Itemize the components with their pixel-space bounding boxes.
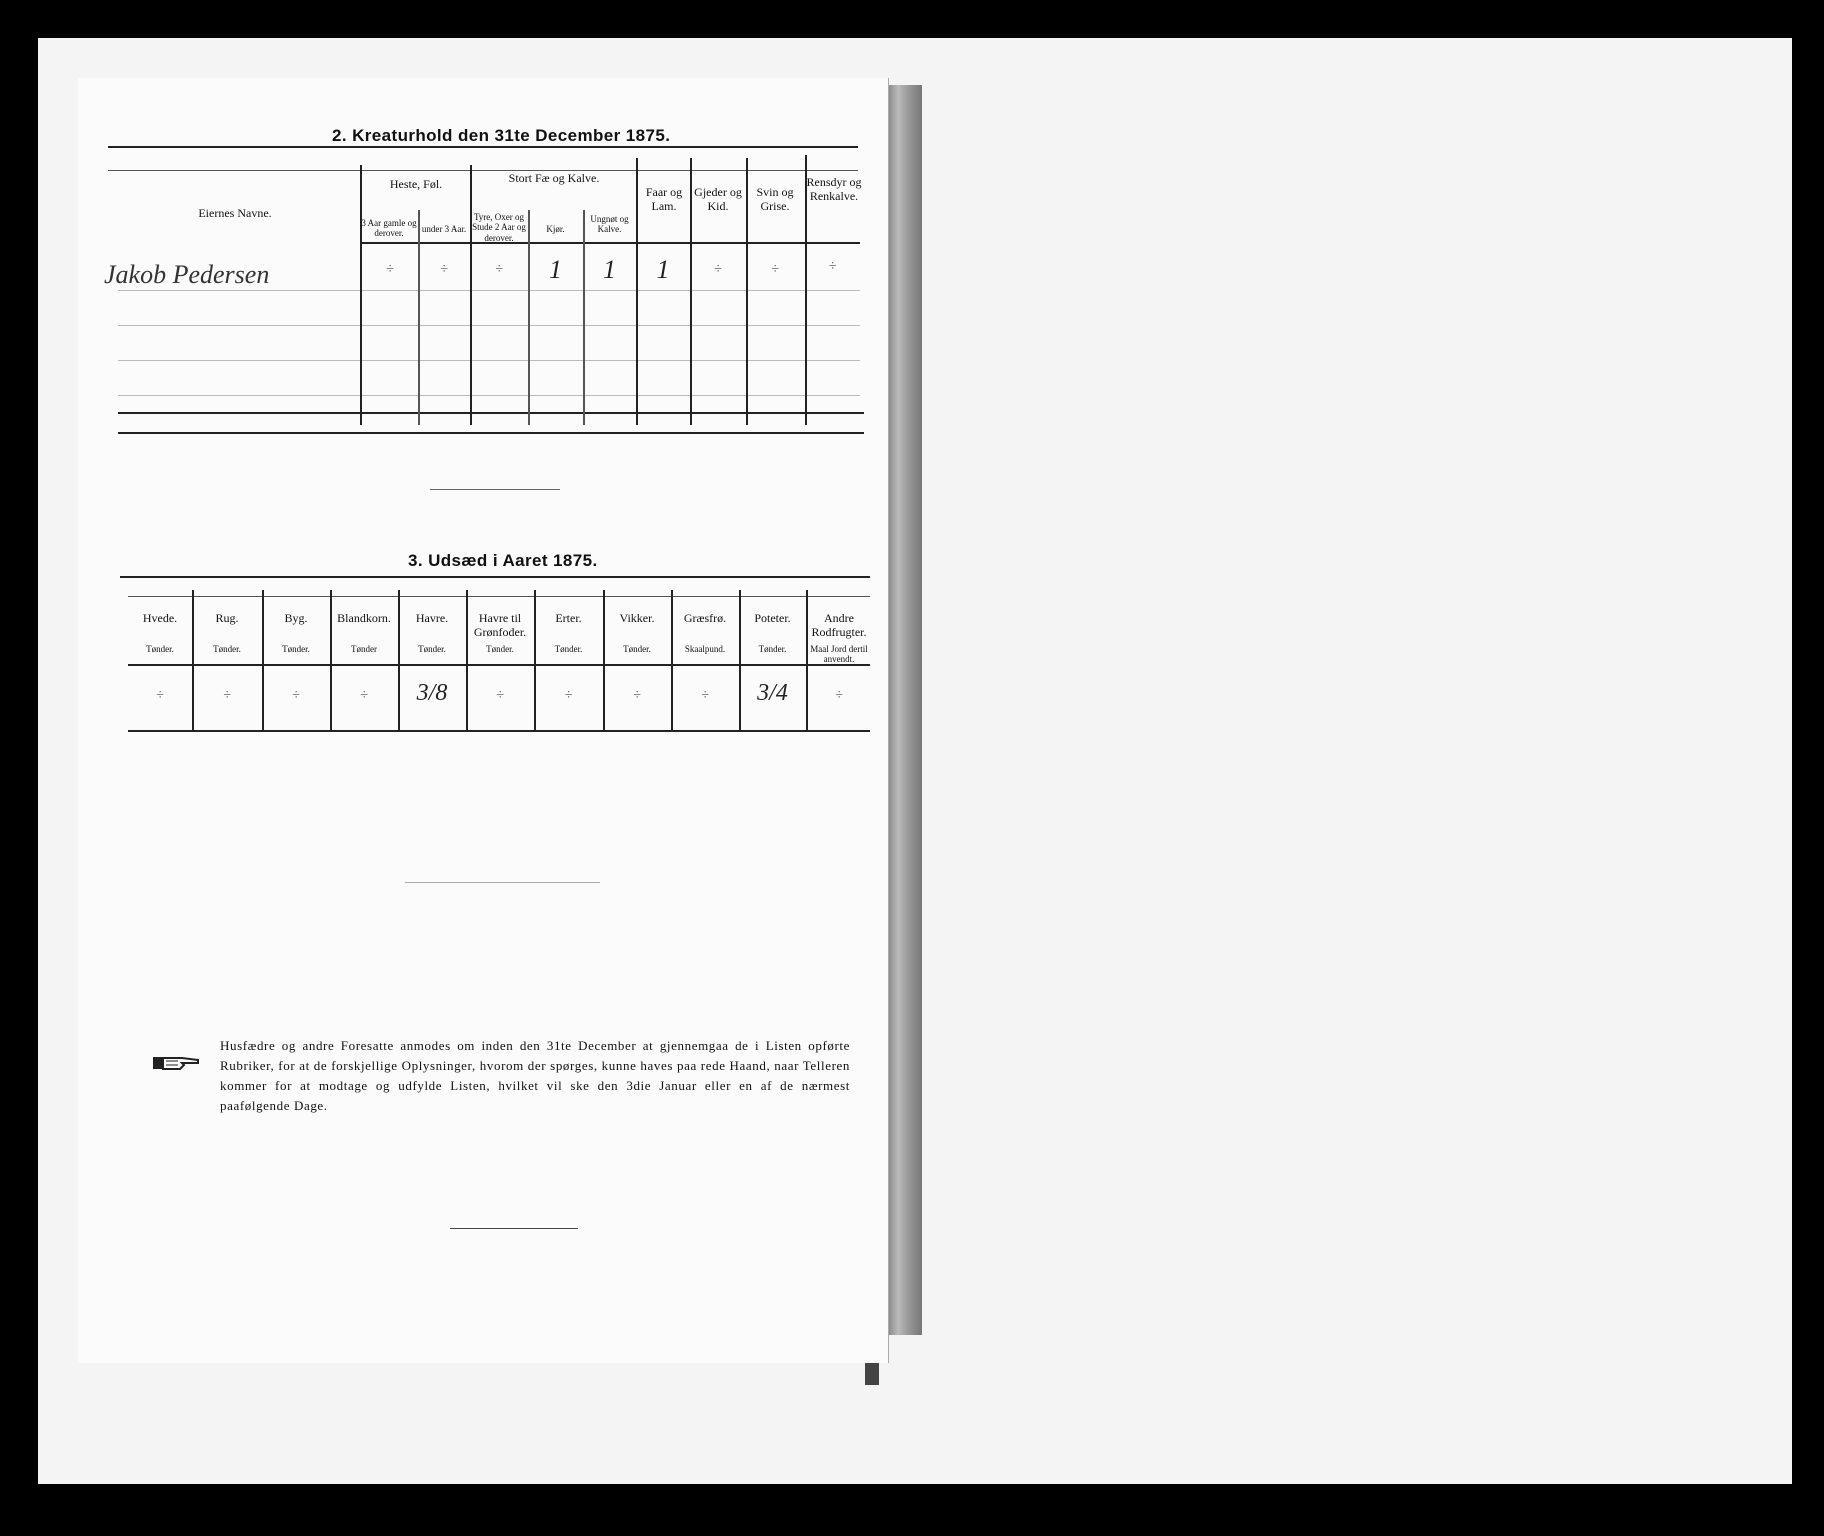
owner-name: Jakob Pedersen <box>104 260 270 289</box>
crop-unit: Tønder. <box>758 644 787 654</box>
section3-header-bottom-rule <box>128 664 870 666</box>
row-line <box>118 395 860 396</box>
cell-reindeer: ÷ <box>828 259 837 274</box>
crop-value: ÷ <box>360 688 368 703</box>
row-line <box>118 290 860 291</box>
section3-header-rule <box>128 596 870 597</box>
closing-rule <box>450 1228 578 1229</box>
crop-value: ÷ <box>564 688 573 703</box>
cell-horses-old: ÷ <box>386 262 394 277</box>
section3-top-rule <box>120 576 870 578</box>
col-divider <box>671 590 673 730</box>
section2-title: 2. Kreaturhold den 31te December 1875. <box>332 126 671 145</box>
crop-unit: Maal Jord dertil anvendt. <box>810 644 868 665</box>
col-divider <box>192 590 194 730</box>
faint-rule <box>405 882 600 883</box>
crop-header: Rug. <box>215 611 239 625</box>
header-reindeer: Rensdyr og Renkalve. <box>806 175 862 203</box>
crop-unit: Skaalpund. <box>684 644 726 654</box>
crop-header: Poteter. <box>754 611 791 625</box>
crop-value: 3/4 <box>757 680 788 706</box>
col-divider <box>262 590 264 730</box>
col-divider <box>470 165 472 425</box>
col-divider <box>466 590 468 730</box>
col-divider <box>603 590 605 730</box>
crop-value: 3/8 <box>416 680 448 706</box>
section2-top-rule <box>108 146 858 148</box>
crop-value: ÷ <box>701 688 709 703</box>
crop-header: Blandkorn. <box>337 611 391 625</box>
crop-value: ÷ <box>223 688 231 703</box>
crop-value: ÷ <box>633 688 641 703</box>
crop-unit: Tønder <box>351 644 377 654</box>
cell-cows: 1 <box>549 255 562 284</box>
cell-young-cattle: 1 <box>603 255 616 284</box>
cell-sheep: 1 <box>656 255 670 284</box>
separator-rule <box>430 489 560 490</box>
crop-header: Andre Rodfrugter. <box>811 611 867 639</box>
crop-unit: Tønder. <box>146 644 174 654</box>
crop-header: Havre til Grønfoder. <box>473 611 527 639</box>
cell-goats: ÷ <box>714 262 722 277</box>
section3-bottom-rule <box>128 730 870 732</box>
crop-header: Erter. <box>555 611 582 625</box>
header-cattle: Stort Fæ og Kalve. <box>508 171 600 185</box>
col-divider <box>398 590 400 730</box>
page-edge <box>888 85 922 1335</box>
header-sheep: Faar og Lam. <box>645 185 683 213</box>
crop-value: ÷ <box>835 688 843 703</box>
crop-unit: Tønder. <box>213 644 241 654</box>
col-divider <box>534 590 536 730</box>
section2-bottom-rule <box>118 432 864 434</box>
notice-text: Husfædre og andre Foresatte anmodes om inden den 31te December at gjennemgaa de i Listen opførte Rubriker, for at de forskjellige Oplysninger, hvorom der spørges, kunne haves paa rede Haand, naar Telleren kommer for at modtage og udfylde Listen, hvilket vil ske den 3die Januar eller en af de nærmest paafølgende Dage. <box>220 1038 850 1113</box>
cell-pigs: ÷ <box>771 262 779 277</box>
crop-unit: Tønder. <box>623 644 651 654</box>
cell-horses-young: ÷ <box>440 262 448 277</box>
header-bulls: Tyre, Oxer og Stude 2 Aar og derover. <box>472 212 526 243</box>
col-divider <box>330 590 332 730</box>
crop-value: ÷ <box>496 688 504 703</box>
section3-title: 3. Udsæd i Aaret 1875. <box>408 551 598 570</box>
row-line <box>118 360 860 361</box>
crop-value: ÷ <box>292 688 300 703</box>
cell-bulls: ÷ <box>495 262 503 277</box>
crop-unit: Tønder. <box>486 644 514 654</box>
crop-header: Byg. <box>284 611 308 625</box>
crop-header: Hvede. <box>142 611 178 625</box>
header-horses-old: 3 Aar gamle og derover. <box>361 218 417 239</box>
header-cows: Kjør. <box>546 224 565 234</box>
header-horses-young: under 3 Aar. <box>421 224 467 234</box>
col-divider <box>418 210 420 425</box>
col-divider <box>583 210 585 425</box>
crop-unit: Tønder. <box>282 644 310 654</box>
header-pigs: Svin og Grise. <box>756 185 794 213</box>
pointing-hand-icon <box>152 1052 202 1074</box>
header-goats: Gjeder og Kid. <box>694 185 742 213</box>
col-divider <box>528 210 530 425</box>
crop-header: Havre. <box>415 611 449 625</box>
crop-unit: Tønder. <box>418 644 446 654</box>
col-divider <box>360 165 362 425</box>
section2-header-bottom-rule <box>360 242 860 244</box>
section2-inner-bottom-rule <box>118 412 864 414</box>
col-divider <box>739 590 741 730</box>
crop-unit: Tønder. <box>554 644 583 654</box>
crop-value: ÷ <box>156 688 164 703</box>
header-owner: Eiernes Navne. <box>198 206 272 220</box>
crop-header: Græsfrø. <box>683 611 727 625</box>
row-line <box>118 325 860 326</box>
crop-header: Vikker. <box>619 611 655 625</box>
header-horses: Heste, Føl. <box>389 177 443 191</box>
header-young-cattle: Ungnøt og Kalve. <box>590 214 629 235</box>
